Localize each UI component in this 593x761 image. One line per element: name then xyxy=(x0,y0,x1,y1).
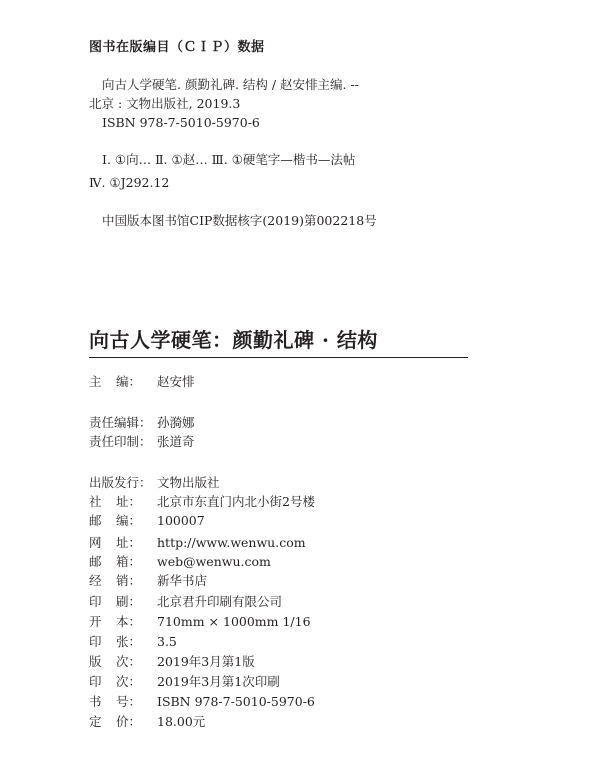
row-label: 邮 箱： xyxy=(89,554,141,569)
row-value: 文物出版社 xyxy=(157,475,220,490)
row-value: 赵安悱 xyxy=(157,374,195,389)
row-label: 书 号： xyxy=(89,694,141,709)
row-label: 主 编： xyxy=(89,374,141,389)
cip-line-isbn: ISBN 978-7-5010-5970-6 xyxy=(102,115,260,130)
row-editor xyxy=(89,374,195,390)
row-value: http://www.wenwu.com xyxy=(157,535,306,550)
row-value: 3.5 xyxy=(157,634,177,649)
row-edition xyxy=(89,654,255,670)
row-printer xyxy=(89,594,282,610)
row-email xyxy=(89,554,271,570)
row-value: 孙漪娜 xyxy=(157,415,195,430)
row-website xyxy=(89,535,306,551)
row-value: 北京君升印刷有限公司 xyxy=(157,594,283,609)
row-responsible-printing xyxy=(89,434,195,450)
row-impression xyxy=(89,674,280,690)
row-label: 责任印制： xyxy=(89,434,152,449)
row-label: 版 次： xyxy=(89,654,141,669)
cip-line-classification: Ⅳ. ①J292.12 xyxy=(89,175,170,190)
row-value: 2019年3月第1次印刷 xyxy=(157,674,280,689)
row-distributor xyxy=(89,573,207,589)
row-label: 网 址： xyxy=(89,535,141,550)
title-divider xyxy=(89,357,468,358)
row-value: 张道奇 xyxy=(157,434,195,449)
row-publisher xyxy=(89,475,220,491)
book-title: 向古人学硬笔：颜勤礼碑 · 结构 xyxy=(89,328,378,352)
row-format xyxy=(89,614,311,630)
row-label: 社 址： xyxy=(89,494,141,509)
row-label: 印 张： xyxy=(89,634,141,649)
cip-line-publisher: 北京 : 文物出版社, 2019.3 xyxy=(89,96,241,111)
row-address xyxy=(89,494,315,510)
row-responsible-editor xyxy=(89,415,195,431)
row-label: 责任编辑： xyxy=(89,415,152,430)
row-value: 100007 xyxy=(157,513,205,528)
row-value: 18.00元 xyxy=(157,714,206,729)
cip-line-title: 向古人学硬笔. 颜勤礼碑. 结构 / 赵安悱主编. -- xyxy=(102,77,359,92)
row-value: 2019年3月第1版 xyxy=(157,654,255,669)
row-label: 印 次： xyxy=(89,674,141,689)
cip-line-record-number: 中国版本图书馆CIP数据核字(2019)第002218号 xyxy=(102,213,377,228)
row-label: 定 价： xyxy=(89,714,141,729)
row-label: 印 刷： xyxy=(89,594,141,609)
row-isbn xyxy=(89,694,315,710)
cip-heading: 图书在版编目（ＣＩＰ）数据 xyxy=(89,40,265,55)
row-label: 出版发行： xyxy=(89,475,152,490)
row-postcode xyxy=(89,513,205,529)
row-value: 新华书店 xyxy=(157,573,208,588)
row-value: ISBN 978-7-5010-5970-6 xyxy=(157,694,315,709)
row-value: web@wenwu.com xyxy=(157,554,271,569)
row-label: 开 本： xyxy=(89,614,141,629)
row-price xyxy=(89,714,205,730)
row-value: 710mm × 1000mm 1/16 xyxy=(157,614,311,629)
row-label: 邮 编： xyxy=(89,513,141,528)
row-value: 北京市东直门内北小街2号楼 xyxy=(157,494,315,509)
row-label: 经 销： xyxy=(89,573,141,588)
cip-line-subjects: Ⅰ. ①向… Ⅱ. ①赵… Ⅲ. ①硬笔字—楷书—法帖 xyxy=(102,152,356,167)
row-sheets xyxy=(89,634,177,650)
